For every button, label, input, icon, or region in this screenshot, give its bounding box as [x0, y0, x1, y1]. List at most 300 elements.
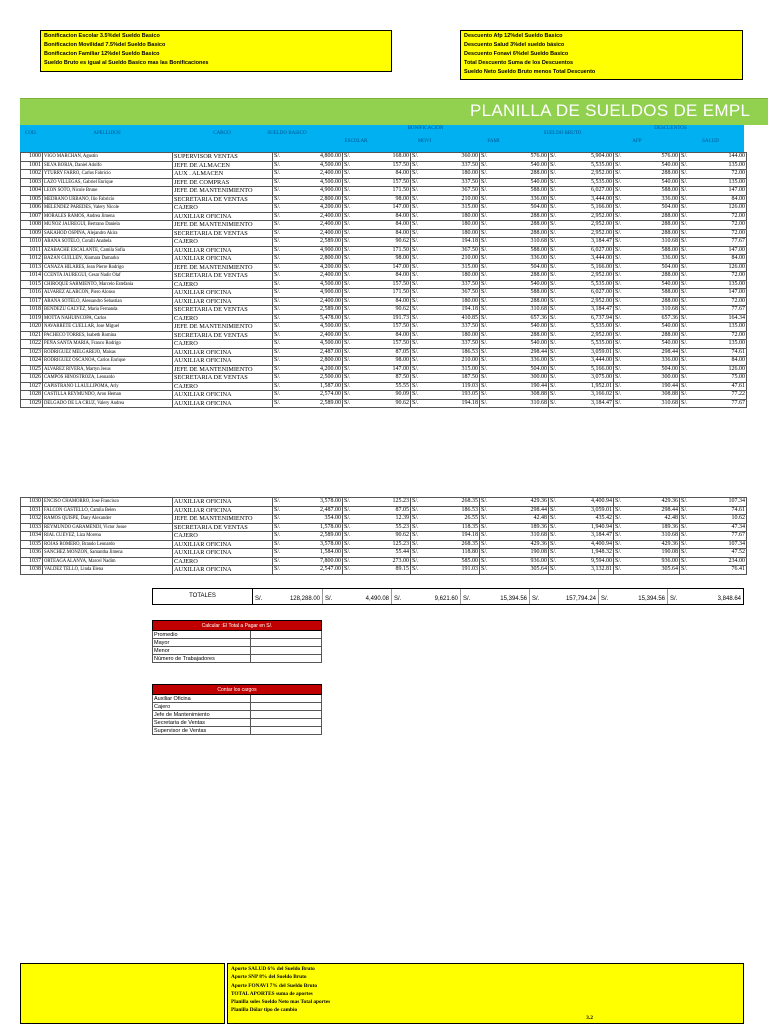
cell-currency[interactable]: S/. — [411, 178, 425, 187]
cell-currency[interactable]: S/. — [343, 506, 357, 515]
cell-salud[interactable]: 72.00 — [694, 331, 747, 340]
cell-afp[interactable]: 310.68 — [628, 399, 680, 408]
cell-cod[interactable]: 1032 — [21, 515, 43, 524]
cell-currency[interactable]: S/. — [273, 523, 287, 532]
cell-currency[interactable]: S/. — [480, 178, 494, 187]
cell-cargo[interactable]: CAJERO — [173, 557, 273, 566]
cell-fami[interactable]: 308.88 — [494, 391, 549, 400]
cell-movi[interactable]: 210.00 — [425, 195, 480, 204]
cell-afp[interactable]: 300.00 — [628, 374, 680, 383]
cell-currency[interactable]: S/. — [480, 391, 494, 400]
cell-currency[interactable]: S/. — [480, 187, 494, 196]
cell-currency[interactable]: S/. — [411, 399, 425, 408]
cell-fami[interactable]: 540.00 — [494, 280, 549, 289]
cell-salud[interactable]: 135.00 — [694, 323, 747, 332]
cell-currency[interactable]: S/. — [343, 532, 357, 541]
cell-movi[interactable]: 410.85 — [425, 314, 480, 323]
cell-currency[interactable]: S/. — [614, 365, 628, 374]
cell-currency[interactable]: S/. — [549, 263, 563, 272]
cell-currency[interactable]: S/. — [273, 289, 287, 298]
cell-sueldo-bruto[interactable]: 6,737.94 — [563, 314, 614, 323]
cell-currency[interactable]: S/. — [343, 365, 357, 374]
cell-currency[interactable]: S/. — [480, 540, 494, 549]
cell-currency[interactable]: S/. — [411, 212, 425, 221]
cell-currency[interactable]: S/. — [549, 523, 563, 532]
cell-salud[interactable]: 72.00 — [694, 170, 747, 179]
cell-fami[interactable]: 288.00 — [494, 272, 549, 281]
cell-currency[interactable]: S/. — [273, 566, 287, 575]
cell-movi[interactable]: 337.50 — [425, 161, 480, 170]
cell-currency[interactable]: S/. — [273, 365, 287, 374]
cell-sueldo-bruto[interactable]: 2,952.00 — [563, 170, 614, 179]
cell-cargo[interactable]: JEFE DE COMPRAS — [173, 178, 273, 187]
cell-currency[interactable]: S/. — [614, 566, 628, 575]
cell-cod[interactable]: 1036 — [21, 549, 43, 558]
cell-apellidos[interactable]: CAMPOS HINOSTROZA, Leonardo — [43, 374, 173, 383]
cell-cod[interactable]: 1018 — [21, 306, 43, 315]
cell-currency[interactable]: S/. — [411, 314, 425, 323]
cell-movi[interactable]: 194.18 — [425, 399, 480, 408]
cell-escolar[interactable]: 90.62 — [357, 532, 411, 541]
cell-afp[interactable]: 288.00 — [628, 229, 680, 238]
cell-currency[interactable]: S/. — [343, 382, 357, 391]
cell-apellidos[interactable]: PEÑA SANTA MARIA, Franco Rodrigo — [43, 340, 173, 349]
cell-sueldo-bruto[interactable]: 3,444.00 — [563, 195, 614, 204]
cell-currency[interactable]: S/. — [343, 357, 357, 366]
cell-currency[interactable]: S/. — [273, 540, 287, 549]
cell-fami[interactable]: 504.00 — [494, 365, 549, 374]
cell-salud[interactable]: 126.00 — [694, 365, 747, 374]
cell-salud[interactable]: 147.00 — [694, 187, 747, 196]
calc-value-cell[interactable] — [251, 639, 322, 647]
cell-apellidos[interactable]: VALDEZ TELLO, Linda Elena — [43, 566, 173, 575]
cell-sueldo-bruto[interactable]: 2,952.00 — [563, 229, 614, 238]
cell-currency[interactable]: S/. — [680, 557, 694, 566]
cell-cod[interactable]: 1038 — [21, 566, 43, 575]
cell-sueldo-bruto[interactable]: 3,166.02 — [563, 391, 614, 400]
cell-movi[interactable]: 193.05 — [425, 391, 480, 400]
cell-salud[interactable]: 234.00 — [694, 557, 747, 566]
cell-afp[interactable]: 190.08 — [628, 549, 680, 558]
cell-sueldo-basico[interactable]: 4,900.00 — [287, 246, 343, 255]
cell-currency[interactable]: S/. — [343, 399, 357, 408]
cell-currency[interactable]: S/. — [680, 340, 694, 349]
cell-currency[interactable]: S/. — [614, 331, 628, 340]
cell-cod[interactable]: 1031 — [21, 506, 43, 515]
cell-cod[interactable]: 1034 — [21, 532, 43, 541]
cell-currency[interactable]: S/. — [614, 391, 628, 400]
cell-currency[interactable]: S/. — [343, 246, 357, 255]
cell-currency[interactable]: S/. — [614, 212, 628, 221]
cell-sueldo-basico[interactable]: 4,200.00 — [287, 263, 343, 272]
cell-sueldo-bruto[interactable]: 1,940.94 — [563, 523, 614, 532]
cell-currency[interactable]: S/. — [680, 238, 694, 247]
cell-sueldo-bruto[interactable]: 1,952.01 — [563, 382, 614, 391]
cell-currency[interactable]: S/. — [343, 498, 357, 507]
cell-currency[interactable]: S/. — [614, 195, 628, 204]
cell-sueldo-bruto[interactable]: 5,535.00 — [563, 178, 614, 187]
cell-currency[interactable]: S/. — [480, 340, 494, 349]
cell-currency[interactable]: S/. — [480, 331, 494, 340]
cell-escolar[interactable]: 147.00 — [357, 365, 411, 374]
cell-cod[interactable]: 1021 — [21, 331, 43, 340]
cell-escolar[interactable]: 90.62 — [357, 399, 411, 408]
cell-apellidos[interactable]: BENDEZU GALVEZ, Maria Fernanda — [43, 306, 173, 315]
cell-sueldo-bruto[interactable]: 5,535.00 — [563, 161, 614, 170]
cell-currency[interactable]: S/. — [480, 365, 494, 374]
cell-apellidos[interactable]: REYMUNDO GARAMENDI, Victor Josue — [43, 523, 173, 532]
cell-afp[interactable]: 336.00 — [628, 357, 680, 366]
cell-currency[interactable]: S/. — [343, 340, 357, 349]
cell-sueldo-basico[interactable]: 4,200.00 — [287, 204, 343, 213]
cell-currency[interactable]: S/. — [343, 187, 357, 196]
cell-currency[interactable]: S/. — [411, 331, 425, 340]
cell-cargo[interactable]: AUXILIAR OFICINA — [173, 549, 273, 558]
cell-movi[interactable]: 268.35 — [425, 498, 480, 507]
cell-cargo[interactable]: AUXILIAR OFICINA — [173, 566, 273, 575]
cell-afp[interactable]: 288.00 — [628, 297, 680, 306]
cell-escolar[interactable]: 87.50 — [357, 374, 411, 383]
cell-salud[interactable]: 72.00 — [694, 221, 747, 230]
cell-currency[interactable]: S/. — [680, 204, 694, 213]
cell-currency[interactable]: S/. — [680, 221, 694, 230]
cell-sueldo-basico[interactable]: 4,900.00 — [287, 289, 343, 298]
cell-currency[interactable]: S/. — [614, 178, 628, 187]
cell-movi[interactable]: 194.18 — [425, 532, 480, 541]
cell-afp[interactable]: 190.44 — [628, 382, 680, 391]
cell-currency[interactable]: S/. — [411, 161, 425, 170]
cell-currency[interactable]: S/. — [549, 549, 563, 558]
cell-sueldo-bruto[interactable]: 5,535.00 — [563, 340, 614, 349]
cell-currency[interactable]: S/. — [549, 348, 563, 357]
cell-currency[interactable]: S/. — [411, 280, 425, 289]
cell-sueldo-basico[interactable]: 1,584.00 — [287, 549, 343, 558]
cell-currency[interactable]: S/. — [411, 557, 425, 566]
cell-apellidos[interactable]: SANCHEZ MONZON, Samantha Jimena — [43, 549, 173, 558]
cell-salud[interactable]: 135.00 — [694, 340, 747, 349]
cell-cod[interactable]: 1007 — [21, 212, 43, 221]
cell-currency[interactable]: S/. — [480, 170, 494, 179]
cell-currency[interactable]: S/. — [480, 153, 494, 162]
cell-escolar[interactable]: 90.09 — [357, 391, 411, 400]
cell-afp[interactable]: 308.88 — [628, 391, 680, 400]
cell-apellidos[interactable]: ALVAREZ RIVERA, Martyn Jesus — [43, 365, 173, 374]
cell-currency[interactable]: S/. — [273, 549, 287, 558]
cell-currency[interactable]: S/. — [680, 391, 694, 400]
cell-fami[interactable]: 588.00 — [494, 289, 549, 298]
cell-sueldo-bruto[interactable]: 5,904.00 — [563, 153, 614, 162]
cell-sueldo-bruto[interactable]: 3,059.01 — [563, 348, 614, 357]
cell-salud[interactable]: 135.00 — [694, 280, 747, 289]
cell-sueldo-bruto[interactable]: 3,184.47 — [563, 238, 614, 247]
cell-currency[interactable]: S/. — [680, 549, 694, 558]
cell-movi[interactable]: 315.00 — [425, 263, 480, 272]
cell-sueldo-bruto[interactable]: 3,075.00 — [563, 374, 614, 383]
cell-afp[interactable]: 298.44 — [628, 348, 680, 357]
cell-sueldo-bruto[interactable]: 3,059.01 — [563, 506, 614, 515]
cell-afp[interactable]: 288.00 — [628, 221, 680, 230]
cell-cargo[interactable]: AUXILIAR OFICINA — [173, 297, 273, 306]
cell-fami[interactable]: 336.00 — [494, 195, 549, 204]
cell-escolar[interactable]: 12.39 — [357, 515, 411, 524]
cell-currency[interactable]: S/. — [480, 212, 494, 221]
cell-currency[interactable]: S/. — [343, 229, 357, 238]
cell-cod[interactable]: 1015 — [21, 280, 43, 289]
cell-currency[interactable]: S/. — [273, 255, 287, 264]
cell-movi[interactable]: 194.18 — [425, 238, 480, 247]
cell-movi[interactable]: 194.18 — [425, 306, 480, 315]
cell-salud[interactable]: 126.00 — [694, 204, 747, 213]
cell-currency[interactable]: S/. — [411, 289, 425, 298]
cell-cargo[interactable]: JEFE DE MANTENIMIENTO — [173, 365, 273, 374]
cell-sueldo-bruto[interactable]: 1,948.32 — [563, 549, 614, 558]
cell-sueldo-basico[interactable]: 2,800.00 — [287, 195, 343, 204]
cell-sueldo-basico[interactable]: 2,400.00 — [287, 331, 343, 340]
cell-cod[interactable]: 1020 — [21, 323, 43, 332]
cell-currency[interactable]: S/. — [549, 374, 563, 383]
cell-apellidos[interactable]: SAKAHOD OSPINA, Alejandro Akira — [43, 229, 173, 238]
cell-fami[interactable]: 288.00 — [494, 170, 549, 179]
cell-currency[interactable]: S/. — [680, 540, 694, 549]
cell-salud[interactable]: 74.61 — [694, 506, 747, 515]
cell-fami[interactable]: 305.64 — [494, 566, 549, 575]
cell-currency[interactable]: S/. — [549, 382, 563, 391]
cell-escolar[interactable]: 157.50 — [357, 340, 411, 349]
cell-currency[interactable]: S/. — [549, 272, 563, 281]
cell-sueldo-basico[interactable]: 2,400.00 — [287, 212, 343, 221]
cell-currency[interactable]: S/. — [343, 212, 357, 221]
cell-currency[interactable]: S/. — [549, 255, 563, 264]
cell-currency[interactable]: S/. — [549, 515, 563, 524]
cell-currency[interactable]: S/. — [480, 515, 494, 524]
cell-currency[interactable]: S/. — [343, 306, 357, 315]
cell-cod[interactable]: 1002 — [21, 170, 43, 179]
cell-currency[interactable]: S/. — [343, 348, 357, 357]
cell-currency[interactable]: S/. — [411, 532, 425, 541]
cell-cod[interactable]: 1000 — [21, 153, 43, 162]
cell-currency[interactable]: S/. — [614, 340, 628, 349]
cell-currency[interactable]: S/. — [480, 382, 494, 391]
cell-cargo[interactable]: AUXILIAR OFICINA — [173, 399, 273, 408]
cell-afp[interactable]: 429.36 — [628, 540, 680, 549]
cell-sueldo-bruto[interactable]: 2,952.00 — [563, 297, 614, 306]
cell-apellidos[interactable]: ARANA SOTELO, Coralli Anabela — [43, 238, 173, 247]
cell-apellidos[interactable]: CAPISTRANO LLAULLIPOMA, Arly — [43, 382, 173, 391]
cell-currency[interactable]: S/. — [614, 557, 628, 566]
cell-apellidos[interactable]: MELENDEZ PAREDES, Valery Nicole — [43, 204, 173, 213]
cell-sueldo-bruto[interactable]: 5,166.00 — [563, 263, 614, 272]
cell-currency[interactable]: S/. — [343, 566, 357, 575]
cell-fami[interactable]: 288.00 — [494, 331, 549, 340]
cell-sueldo-bruto[interactable]: 2,952.00 — [563, 272, 614, 281]
cell-afp[interactable]: 189.36 — [628, 523, 680, 532]
cell-currency[interactable]: S/. — [343, 170, 357, 179]
cell-apellidos[interactable]: LEON SOTO, Nicole Brune — [43, 187, 173, 196]
cell-escolar[interactable]: 87.05 — [357, 506, 411, 515]
cell-escolar[interactable]: 157.50 — [357, 323, 411, 332]
cell-currency[interactable]: S/. — [680, 170, 694, 179]
cell-currency[interactable]: S/. — [614, 515, 628, 524]
cell-fami[interactable]: 540.00 — [494, 340, 549, 349]
cell-currency[interactable]: S/. — [480, 399, 494, 408]
cell-apellidos[interactable]: BAZAN GUILLEN, Xiomara Damarko — [43, 255, 173, 264]
cell-currency[interactable]: S/. — [614, 506, 628, 515]
cell-sueldo-basico[interactable]: 4,500.00 — [287, 280, 343, 289]
cell-currency[interactable]: S/. — [614, 306, 628, 315]
cell-cod[interactable]: 1006 — [21, 204, 43, 213]
cell-sueldo-bruto[interactable]: 3,184.47 — [563, 532, 614, 541]
cell-currency[interactable]: S/. — [680, 212, 694, 221]
cell-currency[interactable]: S/. — [549, 357, 563, 366]
cell-currency[interactable]: S/. — [480, 506, 494, 515]
cell-currency[interactable]: S/. — [680, 306, 694, 315]
cell-currency[interactable]: S/. — [614, 549, 628, 558]
cell-apellidos[interactable]: VIGO MARCHAN, Agustin — [43, 153, 173, 162]
cell-escolar[interactable]: 90.62 — [357, 306, 411, 315]
cell-fami[interactable]: 190.08 — [494, 549, 549, 558]
cell-afp[interactable]: 504.00 — [628, 263, 680, 272]
cell-currency[interactable]: S/. — [549, 498, 563, 507]
cell-cargo[interactable]: CAJERO — [173, 314, 273, 323]
cell-fami[interactable]: 540.00 — [494, 178, 549, 187]
cell-currency[interactable]: S/. — [680, 229, 694, 238]
cell-movi[interactable]: 180.00 — [425, 221, 480, 230]
cell-apellidos[interactable]: AZABACHE ESCALANTE, Camila Sofia — [43, 246, 173, 255]
cell-currency[interactable]: S/. — [343, 263, 357, 272]
cell-currency[interactable]: S/. — [273, 391, 287, 400]
cell-escolar[interactable]: 98.00 — [357, 357, 411, 366]
cell-salud[interactable]: 147.00 — [694, 246, 747, 255]
cell-sueldo-basico[interactable]: 2,589.00 — [287, 399, 343, 408]
cell-sueldo-basico[interactable]: 2,589.00 — [287, 306, 343, 315]
cell-cargo[interactable]: JEFE DE MANTENIMIENTO — [173, 187, 273, 196]
cell-currency[interactable]: S/. — [343, 161, 357, 170]
cell-currency[interactable]: S/. — [549, 314, 563, 323]
cell-salud[interactable]: 47.34 — [694, 523, 747, 532]
cell-currency[interactable]: S/. — [680, 195, 694, 204]
cell-sueldo-bruto[interactable]: 6,027.00 — [563, 187, 614, 196]
cell-cargo[interactable]: AUX . ALMACEN — [173, 170, 273, 179]
cell-currency[interactable]: S/. — [549, 540, 563, 549]
cell-salud[interactable]: 10.62 — [694, 515, 747, 524]
cell-sueldo-basico[interactable]: 4,500.00 — [287, 340, 343, 349]
cell-currency[interactable]: S/. — [273, 263, 287, 272]
cell-fami[interactable]: 310.68 — [494, 306, 549, 315]
cell-salud[interactable]: 135.00 — [694, 178, 747, 187]
cell-currency[interactable]: S/. — [549, 323, 563, 332]
cell-currency[interactable]: S/. — [343, 238, 357, 247]
cell-currency[interactable]: S/. — [273, 238, 287, 247]
cell-currency[interactable]: S/. — [549, 204, 563, 213]
cell-escolar[interactable]: 84.00 — [357, 331, 411, 340]
cell-currency[interactable]: S/. — [480, 297, 494, 306]
cell-salud[interactable]: 107.34 — [694, 540, 747, 549]
cell-sueldo-bruto[interactable]: 3,444.00 — [563, 357, 614, 366]
cell-currency[interactable]: S/. — [343, 523, 357, 532]
cell-currency[interactable]: S/. — [273, 314, 287, 323]
cell-salud[interactable]: 77.67 — [694, 532, 747, 541]
cell-currency[interactable]: S/. — [343, 272, 357, 281]
cell-currency[interactable]: S/. — [273, 161, 287, 170]
cell-sueldo-bruto[interactable]: 2,952.00 — [563, 212, 614, 221]
cell-cargo[interactable]: JEFE DE MANTENIMIENTO — [173, 323, 273, 332]
cell-apellidos[interactable]: SILVA BORJA, Daniel Adolfo — [43, 161, 173, 170]
cell-currency[interactable]: S/. — [549, 532, 563, 541]
cell-currency[interactable]: S/. — [343, 255, 357, 264]
cell-currency[interactable]: S/. — [549, 170, 563, 179]
cell-sueldo-basico[interactable]: 354.00 — [287, 515, 343, 524]
cell-escolar[interactable]: 171.50 — [357, 246, 411, 255]
cell-cod[interactable]: 1001 — [21, 161, 43, 170]
cell-apellidos[interactable]: PACHECO TORRES, Isabeth Romina — [43, 331, 173, 340]
cell-fami[interactable]: 429.36 — [494, 498, 549, 507]
cell-fami[interactable]: 540.00 — [494, 323, 549, 332]
cell-afp[interactable]: 336.00 — [628, 255, 680, 264]
cell-currency[interactable]: S/. — [549, 365, 563, 374]
cell-currency[interactable]: S/. — [343, 331, 357, 340]
cell-currency[interactable]: S/. — [549, 178, 563, 187]
cell-currency[interactable]: S/. — [411, 187, 425, 196]
cell-cod[interactable]: 1019 — [21, 314, 43, 323]
cell-currency[interactable]: S/. — [680, 365, 694, 374]
cell-cargo[interactable]: JEFE DE MANTENIMIENTO — [173, 263, 273, 272]
cell-movi[interactable]: 187.50 — [425, 374, 480, 383]
cell-salud[interactable]: 74.61 — [694, 348, 747, 357]
cell-cargo[interactable]: AUXILIAR OFICINA — [173, 357, 273, 366]
cell-currency[interactable]: S/. — [273, 297, 287, 306]
cell-currency[interactable]: S/. — [480, 263, 494, 272]
cell-sueldo-basico[interactable]: 4,500.00 — [287, 178, 343, 187]
cell-currency[interactable]: S/. — [273, 178, 287, 187]
cell-sueldo-basico[interactable]: 2,400.00 — [287, 297, 343, 306]
cell-currency[interactable]: S/. — [549, 246, 563, 255]
cell-cargo[interactable]: AUXILIAR OFICINA — [173, 540, 273, 549]
cell-currency[interactable]: S/. — [411, 540, 425, 549]
cell-escolar[interactable]: 55.44 — [357, 549, 411, 558]
cell-currency[interactable]: S/. — [411, 506, 425, 515]
cell-currency[interactable]: S/. — [480, 532, 494, 541]
cell-currency[interactable]: S/. — [480, 357, 494, 366]
cell-afp[interactable]: 288.00 — [628, 272, 680, 281]
cell-currency[interactable]: S/. — [273, 204, 287, 213]
cell-sueldo-bruto[interactable]: 6,027.00 — [563, 289, 614, 298]
cell-currency[interactable]: S/. — [614, 280, 628, 289]
cell-movi[interactable]: 186.53 — [425, 348, 480, 357]
cell-currency[interactable]: S/. — [680, 374, 694, 383]
cell-apellidos[interactable]: CCENTA JAUREGUI, Cesar Nadir Olaf — [43, 272, 173, 281]
cell-currency[interactable]: S/. — [273, 382, 287, 391]
cell-movi[interactable]: 337.50 — [425, 178, 480, 187]
cell-currency[interactable]: S/. — [614, 374, 628, 383]
cell-currency[interactable]: S/. — [273, 399, 287, 408]
cell-currency[interactable]: S/. — [411, 498, 425, 507]
cell-afp[interactable]: 540.00 — [628, 280, 680, 289]
cell-sueldo-bruto[interactable]: 435.42 — [563, 515, 614, 524]
cell-cargo[interactable]: CAJERO — [173, 340, 273, 349]
cell-fami[interactable]: 936.00 — [494, 557, 549, 566]
cell-sueldo-basico[interactable]: 2,800.00 — [287, 255, 343, 264]
cell-currency[interactable]: S/. — [411, 306, 425, 315]
cell-currency[interactable]: S/. — [411, 365, 425, 374]
cell-cargo[interactable]: SECRETARIA DE VENTAS — [173, 523, 273, 532]
cell-afp[interactable]: 336.00 — [628, 195, 680, 204]
cell-fami[interactable]: 540.00 — [494, 161, 549, 170]
cell-apellidos[interactable]: RAMOS QUISPE, Dany Alexander — [43, 515, 173, 524]
cell-currency[interactable]: S/. — [614, 399, 628, 408]
cell-currency[interactable]: S/. — [549, 229, 563, 238]
cell-currency[interactable]: S/. — [549, 195, 563, 204]
cell-fami[interactable]: 300.00 — [494, 374, 549, 383]
